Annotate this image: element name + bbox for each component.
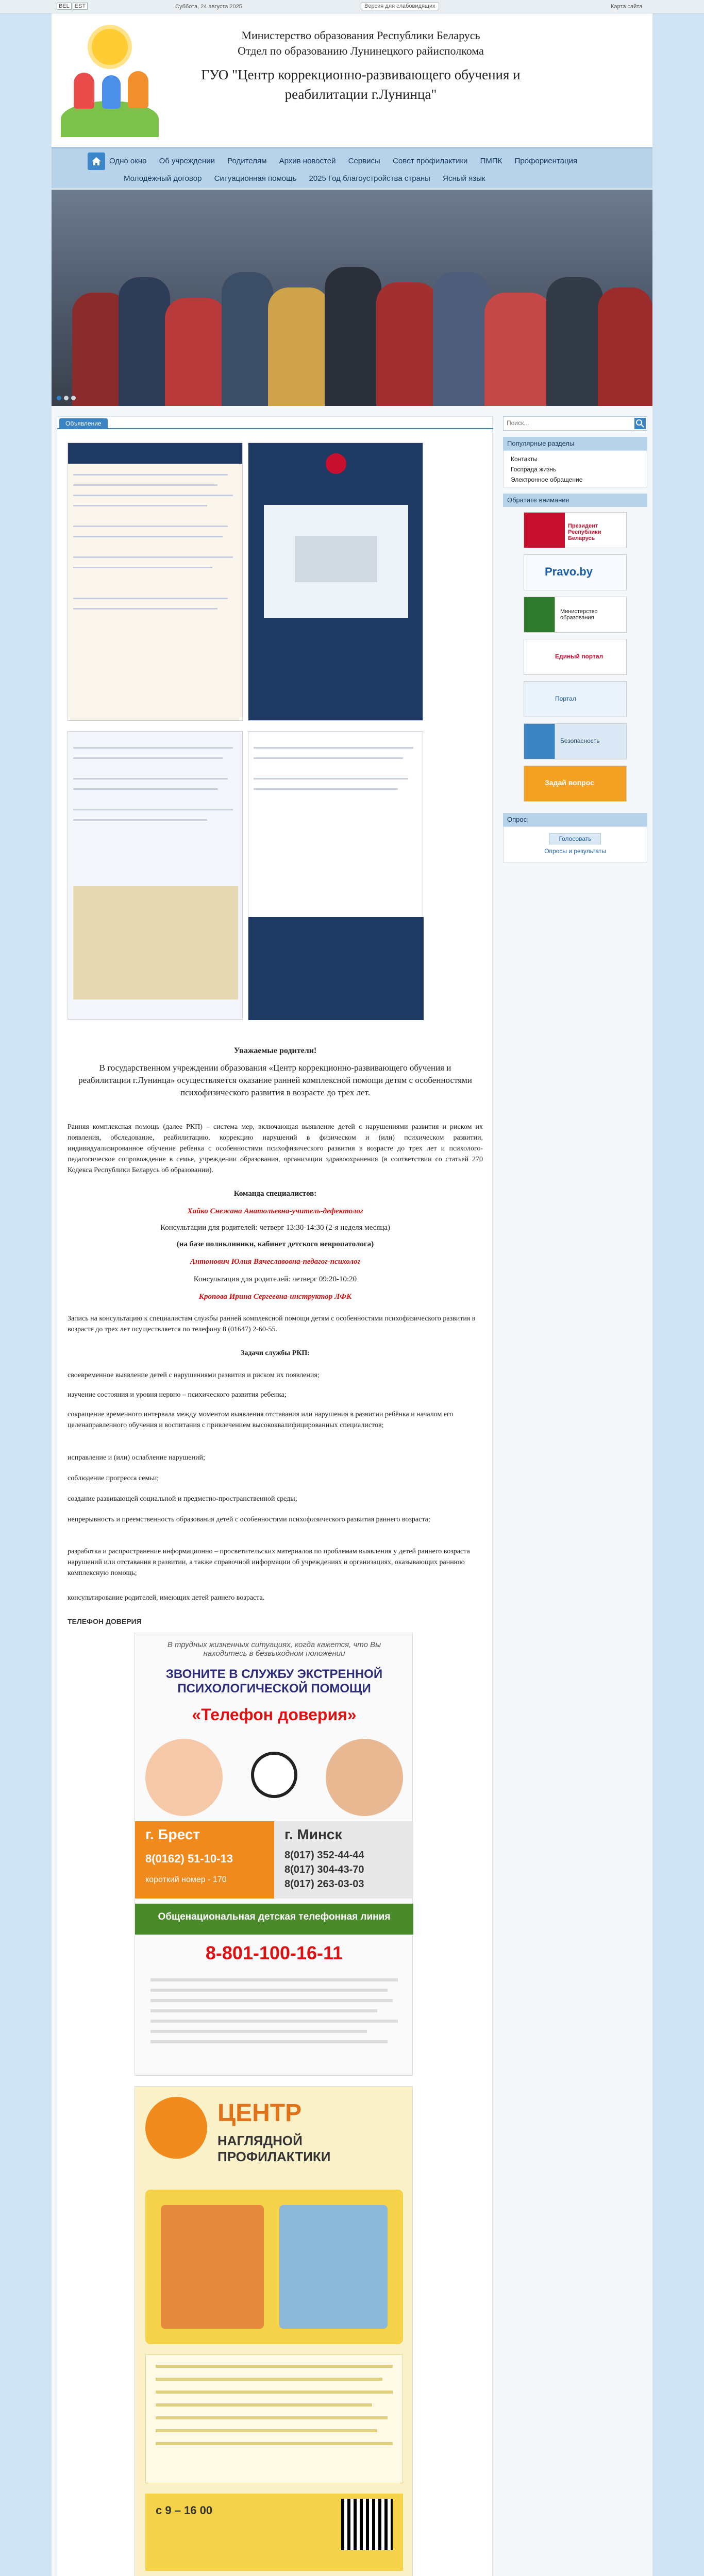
- greeting: Уважаемые родители!: [233, 1046, 317, 1055]
- minsk-phone: 8(017) 352-44-44: [284, 1850, 364, 1861]
- rkp-posters: [68, 443, 428, 1025]
- banners-head: Обратите внимание: [503, 494, 647, 507]
- specialist-1-consult: Консультации для родителей: четверг 13:30-14:30 (2-я неделя месяца): [160, 1224, 391, 1232]
- brest-phone: 8(0162) 51-10-13: [145, 1852, 233, 1865]
- task-item: непрерывность и преемственность образования детей с особенностями психофизического развития раннего возраста;: [68, 1516, 430, 1523]
- poster-call: ЗВОНИТЕ В СЛУЖБУ ЭКСТРЕННОЙ ПСИХОЛОГИЧЕСКОЙ ПОМОЩИ: [165, 1667, 383, 1696]
- slider-dot[interactable]: [64, 396, 69, 400]
- poster-name: «Телефон доверия»: [192, 1705, 357, 1724]
- org-line2: реабилитации г.Лунинца": [284, 87, 437, 102]
- tasks-title: Задачи службы РКП:: [241, 1349, 310, 1357]
- popular-head: Популярные разделы: [503, 437, 647, 450]
- poster-center-title: НАГЛЯДНОЙ ПРОФИЛАКТИКИ: [217, 2133, 331, 2164]
- banner-label: Президент Республики Беларусь: [568, 523, 601, 541]
- nav-item-services[interactable]: Сервисы: [348, 157, 380, 165]
- banner-portal[interactable]: [524, 639, 627, 675]
- specialist-1-place: (на базе поликлиники, кабинет детского невропатолога): [176, 1240, 374, 1248]
- poster-lead: В трудных жизненных ситуациях, когда кажется, что Вы находитесь в безвыходном положении: [167, 1640, 381, 1658]
- specialist-3: Кропова Ирина Сергеевна-инструктор ЛФК: [198, 1293, 352, 1301]
- nav-item-year-2025[interactable]: 2025 Год благоустройства страны: [309, 174, 430, 183]
- sitemap-link[interactable]: Карта сайта: [611, 4, 643, 10]
- minsk-phone: 8(017) 304-43-70: [284, 1864, 364, 1875]
- nav-item-career[interactable]: Профориентация: [514, 157, 578, 165]
- low-vision-button[interactable]: Версия для слабовидящих: [361, 2, 439, 10]
- poster-card: [248, 731, 423, 1020]
- announcement-tab: [57, 417, 493, 429]
- banner-president[interactable]: [524, 512, 627, 548]
- announcement-tab-label[interactable]: Объявление: [59, 418, 108, 429]
- lang-est[interactable]: EST: [73, 3, 88, 10]
- national-phone: 8-801-100-16-11: [205, 1942, 343, 1963]
- poster-center-word: ЦЕНТР: [217, 2099, 302, 2127]
- main-nav: [52, 147, 652, 189]
- logo[interactable]: [61, 24, 159, 137]
- vote-results-link[interactable]: Опросы и результаты: [544, 848, 606, 855]
- search-icon: [634, 418, 646, 429]
- header: [52, 13, 652, 147]
- banner-gov[interactable]: [524, 681, 627, 717]
- team-title: Команда специалистов:: [233, 1190, 317, 1198]
- task-item: консультирование родителей, имеющих детей раннего возраста.: [68, 1594, 265, 1602]
- popular-link[interactable]: Электронное обращение: [511, 476, 583, 483]
- banner-question[interactable]: [524, 766, 627, 802]
- banner-pravo[interactable]: [524, 554, 627, 590]
- banner-label: Единый портал: [555, 653, 604, 660]
- task-item: сокращение временного интервала между моментом выявления отставания или нарушения в развитии ребёнка и началом его целенаправленного обучения и воспитания с привлечением высококвалифицированных специалистов;: [68, 1411, 454, 1429]
- nav-item-plain-language[interactable]: Ясный язык: [443, 174, 485, 183]
- nav-item-prevention[interactable]: Совет профилактики: [393, 157, 468, 165]
- task-item: изучение состояния и уровня нервно – психического развития ребенка;: [68, 1391, 287, 1399]
- slider-dots: [57, 394, 78, 402]
- task-item: исправление и (или) ослабление нарушений;: [68, 1454, 205, 1462]
- slider-dot[interactable]: [57, 396, 61, 400]
- intro-text: В государственном учреждении образования «Центр коррекционно-развивающего обучения и реабилитации г.Лунинца» осуществляется оказание ранней комплексной помощи детям с особенностями психофизического развития в возрасте до трех лет.: [78, 1063, 472, 1097]
- search-input[interactable]: [504, 417, 627, 429]
- poster-card: [248, 443, 423, 721]
- trust-phone-title: ТЕЛЕФОН ДОВЕРИЯ: [68, 1617, 142, 1625]
- task-item: разработка и распространение информационно – просветительских материалов по проблемам выявления у детей раннего возраста нарушений или отставания в развитии, а также справочной информации об учреждениях и организациях, оказывающих раннюю комплексную помощь;: [68, 1548, 470, 1577]
- specialist-1: Хайко Снежана Анатольевна-учитель-дефектолог: [187, 1207, 363, 1215]
- banner-label: Задай вопрос: [545, 778, 594, 787]
- popular-link[interactable]: Госпрада жизнь: [511, 466, 557, 473]
- nav-item-archive[interactable]: Архив новостей: [279, 157, 336, 165]
- qr-code: [341, 2499, 393, 2550]
- language-switch[interactable]: [57, 3, 89, 9]
- top-bar: [0, 0, 704, 13]
- banner-label: Безопасность: [560, 737, 600, 744]
- nav-row-2: [124, 174, 495, 183]
- poster-hours: с 9 – 16 00: [156, 2504, 213, 2517]
- poster-card: [68, 731, 243, 1020]
- minsk-phone: 8(017) 263-03-03: [284, 1878, 364, 1890]
- home-icon[interactable]: [88, 152, 105, 170]
- vote-head: Опрос: [503, 813, 647, 826]
- banner-label: Министерство образования: [560, 608, 598, 621]
- search-box: [503, 416, 647, 431]
- ministry-title: [170, 28, 551, 59]
- national-line: Общенациональная детская телефонная линия: [158, 1911, 391, 1922]
- rkp-paragraph: Ранняя комплексная помощь (далее РКП) – система мер, включающая выявление детей с нарушениями развития и риском их появления, обследование, реабилитацию, коррекцию нарушений в физическом и (или) психическом развитии, индивидуализированное обучение ребенка с особенностями психофизического развития в возрасте до трех лет и психолого-педагогическое сопровождение в семье, учреждении образования, организации здравоохранения (в соответствии со статьей 270 Кодекса Республики Беларусь об образовании).: [68, 1123, 483, 1174]
- nav-item-pmpk[interactable]: ПМПК: [480, 157, 502, 165]
- prevention-logo: [145, 2097, 207, 2159]
- nav-item-youth-contract[interactable]: Молодёжный договор: [124, 174, 202, 183]
- task-item: своевременное выявление детей с нарушениями развития и риском их появления;: [68, 1371, 320, 1379]
- banner-ministry[interactable]: [524, 597, 627, 633]
- popular-link[interactable]: Контакты: [511, 455, 538, 463]
- city-brest: г. Брест: [145, 1826, 200, 1842]
- current-date: Суббота, 24 августа 2025: [175, 4, 242, 10]
- page: [52, 13, 652, 2576]
- banner-label: Pravo.by: [545, 565, 593, 578]
- nav-item-parents[interactable]: Родителям: [227, 157, 267, 165]
- prevention-poster: [135, 2086, 413, 2576]
- poster-card: [68, 443, 243, 721]
- popular-list: [503, 450, 647, 487]
- city-minsk: г. Минск: [284, 1826, 342, 1842]
- org-title: [170, 65, 551, 104]
- vote-button[interactable]: Голосовать: [549, 833, 601, 844]
- ministry-line2: Отдел по образованию Лунинецкого райисполкома: [238, 44, 484, 57]
- photo-slider[interactable]: [52, 190, 652, 406]
- org-line1: ГУО "Центр коррекционно-развивающего обучения и: [201, 67, 521, 82]
- task-item: создание развивающей социальной и предметно-пространственной среды;: [68, 1495, 297, 1503]
- brest-short-number: короткий номер - 170: [145, 1875, 227, 1884]
- nav-item-about[interactable]: Об учреждении: [159, 157, 215, 165]
- ministry-line1: Министерство образования Республики Беларусь: [241, 29, 480, 42]
- lang-bel[interactable]: BEL: [57, 3, 72, 10]
- main-content: [57, 416, 493, 2576]
- nav-item-situational-help[interactable]: Ситуационная помощь: [214, 174, 297, 183]
- nav-item-one-window[interactable]: Одно окно: [109, 157, 147, 165]
- banner-safety[interactable]: [524, 723, 627, 759]
- signup-text: Запись на консультацию к специалистам службы ранней комплексной помощи детям с особенностями психофизического развития в возрасте до трех лет осуществляется по телефону 8 (01647) 2-60-55.: [68, 1315, 476, 1333]
- specialist-2: Антонович Юлия Вячеславовна-педагог-психолог: [190, 1258, 361, 1266]
- task-item: соблюдение прогресса семьи;: [68, 1475, 159, 1482]
- vote-block: [503, 826, 647, 862]
- specialist-2-consult: Консультация для родителей: четверг 09:20-10:20: [193, 1275, 357, 1283]
- trust-phone-poster: [135, 1633, 413, 2076]
- nav-row-1: [109, 157, 588, 165]
- clock-icon: [251, 1752, 297, 1798]
- banner-label: Портал: [555, 695, 576, 702]
- search-button[interactable]: [634, 418, 646, 429]
- slider-photo: [52, 251, 652, 406]
- slider-dot[interactable]: [71, 396, 76, 400]
